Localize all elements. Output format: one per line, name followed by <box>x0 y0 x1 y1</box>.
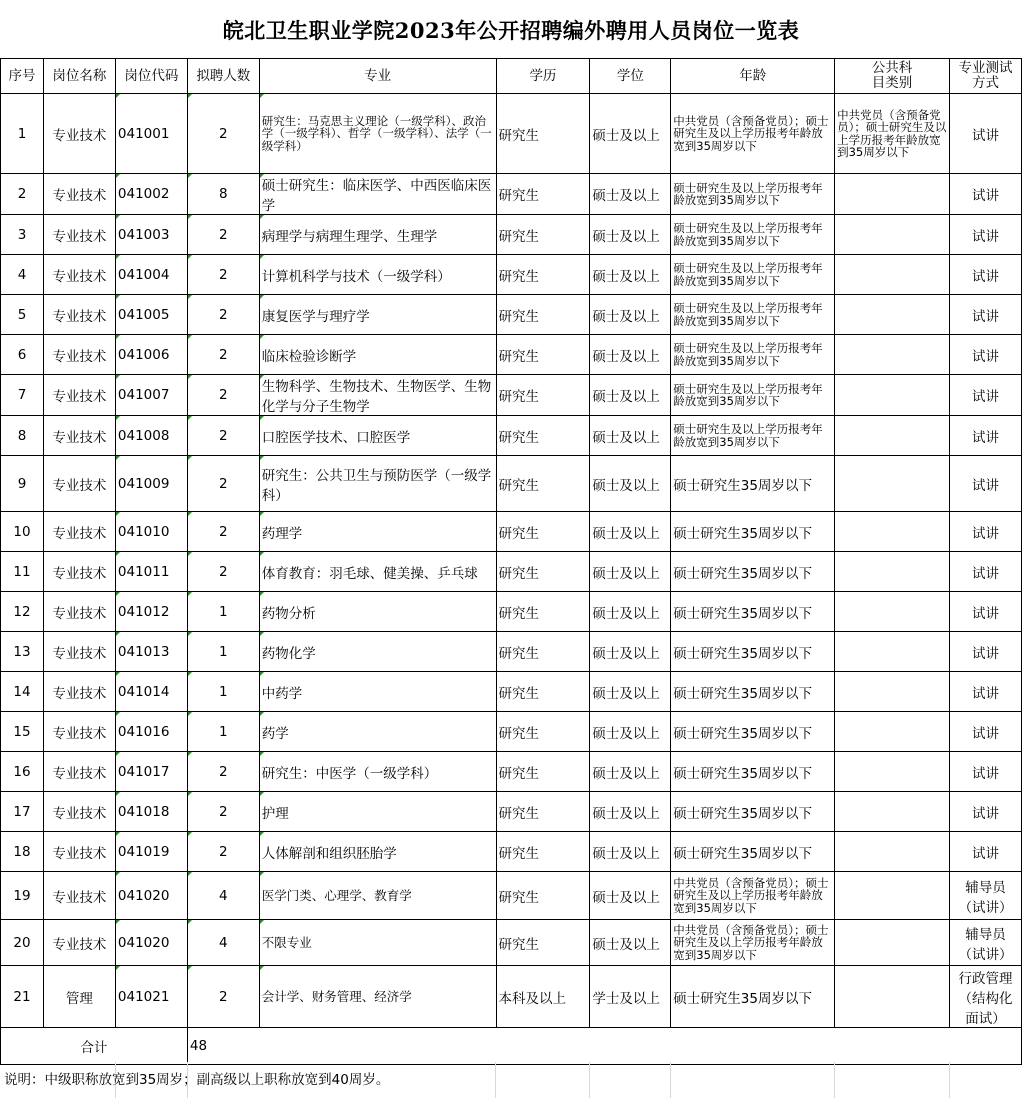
row-degree: 硕士及以上 <box>590 416 671 456</box>
row-post-name: 专业技术 <box>43 872 115 920</box>
row-degree: 硕士及以上 <box>590 552 671 592</box>
row-test-method: 试讲 <box>949 672 1021 712</box>
table-row <box>1 752 1022 792</box>
row-age: 硕士研究生35周岁以下 <box>671 752 835 792</box>
row-seq: 17 <box>1 792 44 832</box>
row-post-name: 专业技术 <box>43 255 115 295</box>
table-row <box>1 416 1022 456</box>
row-major: 病理学与病理生理学、生理学 <box>259 215 496 255</box>
header-row <box>1 59 1022 94</box>
row-exam-category <box>835 966 950 1028</box>
row-age: 硕士研究生及以上学历报考年龄放宽到35周岁以下 <box>671 215 835 255</box>
row-education: 研究生 <box>496 832 590 872</box>
row-post-code: 041006 <box>115 335 187 375</box>
table-row <box>1 672 1022 712</box>
row-post-name: 专业技术 <box>43 712 115 752</box>
row-education: 研究生 <box>496 94 590 174</box>
row-post-name: 专业技术 <box>43 456 115 512</box>
row-post-code: 041013 <box>115 632 187 672</box>
row-quota: 2 <box>187 552 259 592</box>
row-major: 体育教育：羽毛球、健美操、乒乓球 <box>259 552 496 592</box>
row-major: 硕士研究生：临床医学、中西医临床医学 <box>259 174 496 215</box>
row-education: 研究生 <box>496 792 590 832</box>
test-method-line-2: 方式 <box>971 75 999 91</box>
total-value: 48 <box>187 1028 1021 1065</box>
exam-category-line-1: 公共科 <box>871 60 913 76</box>
row-seq: 5 <box>1 295 44 335</box>
row-test-method: 辅导员（试讲） <box>949 872 1021 920</box>
table-body <box>1 94 1022 1028</box>
row-education: 研究生 <box>496 712 590 752</box>
row-education: 研究生 <box>496 512 590 552</box>
row-education: 研究生 <box>496 752 590 792</box>
row-exam-category <box>835 255 950 295</box>
row-degree: 学士及以上 <box>590 966 671 1028</box>
row-test-method: 试讲 <box>949 335 1021 375</box>
row-education: 研究生 <box>496 632 590 672</box>
table-row <box>1 632 1022 672</box>
row-degree: 硕士及以上 <box>590 295 671 335</box>
row-age: 硕士研究生35周岁以下 <box>671 792 835 832</box>
row-exam-category <box>835 512 950 552</box>
row-quota: 2 <box>187 94 259 174</box>
row-seq: 2 <box>1 174 44 215</box>
row-post-code: 041021 <box>115 966 187 1028</box>
row-post-name: 专业技术 <box>43 552 115 592</box>
row-degree: 硕士及以上 <box>590 872 671 920</box>
row-age: 硕士研究生35周岁以下 <box>671 966 835 1028</box>
row-post-code: 041012 <box>115 592 187 632</box>
table-row <box>1 792 1022 832</box>
row-major: 口腔医学技术、口腔医学 <box>259 416 496 456</box>
table-row <box>1 295 1022 335</box>
row-major: 研究生：马克思主义理论（一级学科）、政治学（一级学科）、哲学（一级学科）、法学（一级学科） <box>259 94 496 174</box>
table-row <box>1 966 1022 1028</box>
table-row <box>1 335 1022 375</box>
grid-line <box>949 1062 950 1098</box>
row-age: 硕士研究生35周岁以下 <box>671 832 835 872</box>
row-education: 研究生 <box>496 552 590 592</box>
row-age: 中共党员（含预备党员）；硕士研究生及以上学历报考年龄放宽到35周岁以下 <box>671 920 835 966</box>
total-label: 合计 <box>1 1028 188 1065</box>
row-post-code: 041004 <box>115 255 187 295</box>
row-seq: 8 <box>1 416 44 456</box>
row-post-name: 专业技术 <box>43 632 115 672</box>
row-exam-category <box>835 174 950 215</box>
row-major: 研究生：中医学（一级学科） <box>259 752 496 792</box>
table-row <box>1 512 1022 552</box>
row-degree: 硕士及以上 <box>590 712 671 752</box>
row-post-code: 041008 <box>115 416 187 456</box>
row-exam-category <box>835 672 950 712</box>
row-degree: 硕士及以上 <box>590 592 671 632</box>
row-exam-category <box>835 295 950 335</box>
row-seq: 7 <box>1 375 44 416</box>
row-test-method: 试讲 <box>949 752 1021 792</box>
row-test-method: 试讲 <box>949 712 1021 752</box>
row-exam-category: 中共党员（含预备党员）；硕士研究生及以上学历报考年龄放宽到35周岁以下 <box>835 94 950 174</box>
row-post-code: 041014 <box>115 672 187 712</box>
row-quota: 2 <box>187 255 259 295</box>
row-education: 研究生 <box>496 174 590 215</box>
table-row <box>1 94 1022 174</box>
row-major: 中药学 <box>259 672 496 712</box>
positions-table <box>0 58 1022 1065</box>
row-test-method: 试讲 <box>949 832 1021 872</box>
row-quota: 4 <box>187 872 259 920</box>
test-method-line-1: 专业测试 <box>958 60 1013 76</box>
row-exam-category <box>835 920 950 966</box>
row-degree: 硕士及以上 <box>590 792 671 832</box>
row-degree: 硕士及以上 <box>590 456 671 512</box>
table-row <box>1 552 1022 592</box>
table-row <box>1 872 1022 920</box>
row-seq: 19 <box>1 872 44 920</box>
row-seq: 6 <box>1 335 44 375</box>
row-degree: 硕士及以上 <box>590 255 671 295</box>
col-header-post-name: 岗位名称 <box>43 59 115 94</box>
total-row <box>1 1028 1022 1065</box>
row-exam-category <box>835 215 950 255</box>
row-post-name: 专业技术 <box>43 174 115 215</box>
row-post-code: 041009 <box>115 456 187 512</box>
col-header-exam-category <box>835 59 950 94</box>
row-major: 药学 <box>259 712 496 752</box>
row-quota: 2 <box>187 295 259 335</box>
row-age: 中共党员（含预备党员）；硕士研究生及以上学历报考年龄放宽到35周岁以下 <box>671 872 835 920</box>
row-test-method: 试讲 <box>949 592 1021 632</box>
table-row <box>1 592 1022 632</box>
row-major: 人体解剖和组织胚胎学 <box>259 832 496 872</box>
row-seq: 13 <box>1 632 44 672</box>
row-exam-category <box>835 375 950 416</box>
row-seq: 18 <box>1 832 44 872</box>
row-education: 研究生 <box>496 872 590 920</box>
row-education: 研究生 <box>496 456 590 512</box>
row-test-method: 试讲 <box>949 512 1021 552</box>
row-post-name: 管理 <box>43 966 115 1028</box>
table-row <box>1 712 1022 752</box>
row-degree: 硕士及以上 <box>590 672 671 712</box>
row-test-method: 试讲 <box>949 456 1021 512</box>
row-age: 中共党员（含预备党员）；硕士研究生及以上学历报考年龄放宽到35周岁以下 <box>671 94 835 174</box>
row-exam-category <box>835 632 950 672</box>
row-quota: 2 <box>187 512 259 552</box>
row-post-code: 041005 <box>115 295 187 335</box>
row-seq: 9 <box>1 456 44 512</box>
row-exam-category <box>835 832 950 872</box>
table-row <box>1 174 1022 215</box>
row-education: 研究生 <box>496 920 590 966</box>
row-post-code: 041003 <box>115 215 187 255</box>
row-age: 硕士研究生35周岁以下 <box>671 456 835 512</box>
row-major: 会计学、财务管理、经济学 <box>259 966 496 1028</box>
row-quota: 2 <box>187 832 259 872</box>
row-quota: 2 <box>187 966 259 1028</box>
col-header-test-method <box>949 59 1021 94</box>
row-test-method: 试讲 <box>949 174 1021 215</box>
col-header-degree: 学位 <box>590 59 671 94</box>
row-post-code: 041019 <box>115 832 187 872</box>
row-post-name: 专业技术 <box>43 752 115 792</box>
row-seq: 4 <box>1 255 44 295</box>
row-seq: 10 <box>1 512 44 552</box>
row-age: 硕士研究生及以上学历报考年龄放宽到35周岁以下 <box>671 335 835 375</box>
row-test-method: 试讲 <box>949 632 1021 672</box>
row-post-name: 专业技术 <box>43 592 115 632</box>
col-header-quota: 拟聘人数 <box>187 59 259 94</box>
row-degree: 硕士及以上 <box>590 920 671 966</box>
row-post-name: 专业技术 <box>43 215 115 255</box>
row-post-name: 专业技术 <box>43 335 115 375</box>
row-education: 研究生 <box>496 335 590 375</box>
row-seq: 21 <box>1 966 44 1028</box>
row-quota: 2 <box>187 416 259 456</box>
table-row <box>1 920 1022 966</box>
row-post-code: 041010 <box>115 512 187 552</box>
row-exam-category <box>835 752 950 792</box>
row-degree: 硕士及以上 <box>590 375 671 416</box>
row-seq: 16 <box>1 752 44 792</box>
col-header-post-code: 岗位代码 <box>115 59 187 94</box>
row-post-name: 专业技术 <box>43 512 115 552</box>
row-quota: 2 <box>187 792 259 832</box>
row-post-code: 041007 <box>115 375 187 416</box>
row-quota: 2 <box>187 335 259 375</box>
row-post-name: 专业技术 <box>43 416 115 456</box>
row-post-code: 041016 <box>115 712 187 752</box>
row-age: 硕士研究生及以上学历报考年龄放宽到35周岁以下 <box>671 375 835 416</box>
row-major: 药理学 <box>259 512 496 552</box>
col-header-age: 年龄 <box>671 59 835 94</box>
row-major: 不限专业 <box>259 920 496 966</box>
grid-line <box>495 1062 496 1098</box>
grid-line <box>589 1062 590 1098</box>
row-post-code: 041020 <box>115 920 187 966</box>
row-test-method: 试讲 <box>949 295 1021 335</box>
row-age: 硕士研究生35周岁以下 <box>671 632 835 672</box>
row-test-method: 试讲 <box>949 792 1021 832</box>
row-quota: 2 <box>187 215 259 255</box>
row-degree: 硕士及以上 <box>590 94 671 174</box>
row-post-name: 专业技术 <box>43 832 115 872</box>
row-test-method: 试讲 <box>949 255 1021 295</box>
row-degree: 硕士及以上 <box>590 215 671 255</box>
row-test-method: 试讲 <box>949 215 1021 255</box>
row-education: 本科及以上 <box>496 966 590 1028</box>
row-quota: 4 <box>187 920 259 966</box>
row-seq: 3 <box>1 215 44 255</box>
row-major: 研究生：公共卫生与预防医学（一级学科） <box>259 456 496 512</box>
exam-category-line-2: 目类别 <box>871 75 913 91</box>
row-test-method: 试讲 <box>949 375 1021 416</box>
row-quota: 1 <box>187 672 259 712</box>
row-test-method: 行政管理（结构化面试） <box>949 966 1021 1028</box>
row-education: 研究生 <box>496 295 590 335</box>
row-quota: 8 <box>187 174 259 215</box>
row-major: 康复医学与理疗学 <box>259 295 496 335</box>
table-row <box>1 456 1022 512</box>
row-post-code: 041018 <box>115 792 187 832</box>
row-exam-category <box>835 335 950 375</box>
row-major: 医学门类、心理学、教育学 <box>259 872 496 920</box>
row-education: 研究生 <box>496 416 590 456</box>
row-age: 硕士研究生35周岁以下 <box>671 672 835 712</box>
row-exam-category <box>835 872 950 920</box>
row-test-method: 试讲 <box>949 416 1021 456</box>
row-seq: 20 <box>1 920 44 966</box>
row-exam-category <box>835 792 950 832</box>
row-degree: 硕士及以上 <box>590 174 671 215</box>
row-degree: 硕士及以上 <box>590 335 671 375</box>
row-quota: 2 <box>187 375 259 416</box>
col-header-education: 学历 <box>496 59 590 94</box>
row-degree: 硕士及以上 <box>590 832 671 872</box>
row-education: 研究生 <box>496 215 590 255</box>
row-test-method: 辅导员（试讲） <box>949 920 1021 966</box>
row-post-name: 专业技术 <box>43 375 115 416</box>
table-row <box>1 255 1022 295</box>
row-exam-category <box>835 416 950 456</box>
row-age: 硕士研究生35周岁以下 <box>671 512 835 552</box>
row-age: 硕士研究生35周岁以下 <box>671 712 835 752</box>
row-exam-category <box>835 712 950 752</box>
table-row <box>1 832 1022 872</box>
row-test-method: 试讲 <box>949 552 1021 592</box>
row-age: 硕士研究生及以上学历报考年龄放宽到35周岁以下 <box>671 295 835 335</box>
footnote: 说明：中级职称放宽到35周岁；副高级以上职称放宽到40周岁。 <box>4 1072 390 1088</box>
row-education: 研究生 <box>496 672 590 712</box>
row-degree: 硕士及以上 <box>590 752 671 792</box>
row-post-name: 专业技术 <box>43 920 115 966</box>
page-title: 皖北卫生职业学院2023年公开招聘编外聘用人员岗位一览表 <box>222 18 800 43</box>
table-row <box>1 375 1022 416</box>
row-post-name: 专业技术 <box>43 672 115 712</box>
row-post-code: 041002 <box>115 174 187 215</box>
row-degree: 硕士及以上 <box>590 512 671 552</box>
row-exam-category <box>835 552 950 592</box>
row-age: 硕士研究生及以上学历报考年龄放宽到35周岁以下 <box>671 255 835 295</box>
row-test-method: 试讲 <box>949 94 1021 174</box>
row-major: 计算机科学与技术（一级学科） <box>259 255 496 295</box>
row-education: 研究生 <box>496 255 590 295</box>
row-post-name: 专业技术 <box>43 792 115 832</box>
row-quota: 1 <box>187 712 259 752</box>
row-age: 硕士研究生35周岁以下 <box>671 592 835 632</box>
row-quota: 2 <box>187 752 259 792</box>
row-post-name: 专业技术 <box>43 295 115 335</box>
table-row <box>1 215 1022 255</box>
row-quota: 2 <box>187 456 259 512</box>
row-exam-category <box>835 592 950 632</box>
row-major: 药物化学 <box>259 632 496 672</box>
row-post-code: 041017 <box>115 752 187 792</box>
row-seq: 12 <box>1 592 44 632</box>
row-major: 药物分析 <box>259 592 496 632</box>
row-age: 硕士研究生35周岁以下 <box>671 552 835 592</box>
row-degree: 硕士及以上 <box>590 632 671 672</box>
row-post-code: 041001 <box>115 94 187 174</box>
row-seq: 11 <box>1 552 44 592</box>
row-quota: 1 <box>187 592 259 632</box>
row-exam-category <box>835 456 950 512</box>
row-seq: 14 <box>1 672 44 712</box>
row-seq: 15 <box>1 712 44 752</box>
row-post-code: 041011 <box>115 552 187 592</box>
row-seq: 1 <box>1 94 44 174</box>
row-education: 研究生 <box>496 375 590 416</box>
row-age: 硕士研究生及以上学历报考年龄放宽到35周岁以下 <box>671 416 835 456</box>
row-major: 生物科学、生物技术、生物医学、生物化学与分子生物学 <box>259 375 496 416</box>
grid-line <box>670 1062 671 1098</box>
row-post-code: 041020 <box>115 872 187 920</box>
col-header-major: 专业 <box>259 59 496 94</box>
row-major: 临床检验诊断学 <box>259 335 496 375</box>
row-education: 研究生 <box>496 592 590 632</box>
row-major: 护理 <box>259 792 496 832</box>
col-header-seq: 序号 <box>1 59 44 94</box>
row-quota: 1 <box>187 632 259 672</box>
row-age: 硕士研究生及以上学历报考年龄放宽到35周岁以下 <box>671 174 835 215</box>
grid-line <box>834 1062 835 1098</box>
row-post-name: 专业技术 <box>43 94 115 174</box>
